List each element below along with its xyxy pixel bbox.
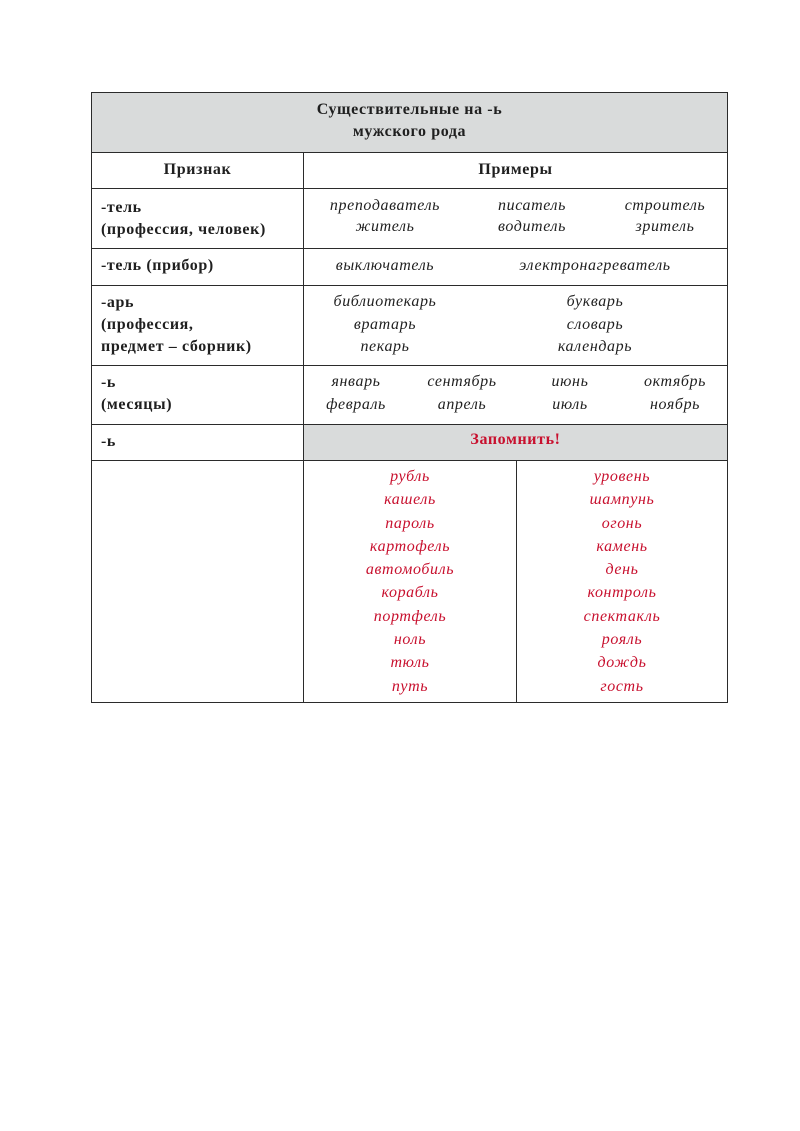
feature-label: -ь — [101, 374, 116, 391]
remember-words-left — [304, 461, 517, 702]
remember-words-right — [517, 461, 727, 702]
feature-label: -ь — [101, 433, 116, 450]
remember-label: Запомнить! — [470, 431, 561, 448]
list-item: тюль — [390, 654, 430, 672]
empty-feature-cell — [92, 461, 304, 702]
example-word: водитель — [498, 218, 566, 235]
example-word: июль — [552, 396, 588, 413]
column-header-feature-cell — [92, 153, 304, 188]
list-item: дождь — [597, 654, 647, 672]
list-item: портфель — [373, 607, 447, 625]
remember-words-row — [92, 461, 727, 702]
list-item: шампунь — [589, 491, 655, 509]
column-header-examples-cell — [304, 153, 727, 188]
table-row — [92, 189, 727, 249]
example-word: пекарь — [360, 338, 410, 355]
list-item: пароль — [385, 514, 435, 532]
list-item: уровень — [593, 468, 651, 485]
example-word: июнь — [551, 373, 589, 390]
feature-label: -тель — [101, 199, 142, 216]
column-header-feature: Признак — [163, 161, 232, 178]
list-item: контроль — [587, 584, 657, 602]
examples-cell — [304, 249, 727, 285]
example-word: апрель — [437, 396, 487, 413]
list-item: автомобиль — [365, 561, 455, 579]
example-word: электронагреватель — [519, 257, 671, 274]
feature-label: (месяцы) — [101, 396, 173, 413]
example-word: февраль — [326, 396, 386, 413]
feature-label: (профессия, — [101, 316, 194, 333]
feature-label: (профессия, человек) — [101, 221, 266, 238]
example-word: ноябрь — [649, 396, 701, 413]
example-word: октябрь — [644, 373, 706, 390]
list-item: гость — [600, 677, 644, 695]
examples-cell — [304, 286, 727, 365]
example-word: зритель — [635, 218, 695, 235]
example-word: писатель — [497, 197, 567, 214]
remember-label-cell — [304, 425, 727, 460]
list-item: день — [605, 561, 639, 579]
feature-label: предмет – сборник) — [101, 338, 252, 355]
list-item: огонь — [601, 514, 643, 532]
feature-label: -тель (прибор) — [101, 257, 214, 274]
list-item: ноль — [393, 631, 427, 649]
column-header-row — [92, 153, 727, 189]
table-row — [92, 249, 727, 286]
example-word: преподаватель — [329, 197, 441, 214]
list-item: рояль — [601, 631, 643, 649]
example-word: букварь — [566, 293, 624, 310]
table-row — [92, 366, 727, 425]
header-title-line2: мужского рода — [352, 123, 467, 140]
example-word: вратарь — [353, 316, 417, 333]
example-word: январь — [331, 373, 381, 390]
example-word: словарь — [566, 316, 624, 333]
list-item: камень — [596, 537, 648, 555]
feature-cell — [92, 425, 304, 460]
example-word: библиотекарь — [333, 293, 437, 310]
feature-label: -арь — [101, 294, 135, 311]
noun-table — [91, 92, 728, 703]
list-item: рубль — [390, 468, 430, 485]
example-word: житель — [355, 218, 415, 235]
remember-row — [92, 425, 727, 461]
remember-words-cell — [304, 461, 727, 702]
example-word: строитель — [624, 197, 706, 214]
example-word: сентябрь — [427, 373, 497, 390]
examples-cell — [304, 366, 727, 424]
list-item: картофель — [369, 537, 451, 555]
examples-cell — [304, 189, 727, 248]
feature-cell — [92, 286, 304, 365]
example-word: выключатель — [335, 257, 435, 274]
list-item: корабль — [381, 584, 439, 602]
feature-cell — [92, 249, 304, 285]
column-header-examples: Примеры — [478, 161, 553, 178]
table-row — [92, 286, 727, 366]
list-item: путь — [391, 677, 429, 695]
list-item: спектакль — [583, 607, 661, 625]
feature-cell — [92, 189, 304, 248]
example-word: календарь — [557, 338, 633, 355]
word-list-right — [517, 465, 727, 698]
word-list-left — [304, 465, 516, 698]
list-item: кашель — [384, 491, 436, 509]
table-header — [92, 93, 727, 153]
header-title-line1: Существительные на -ь — [316, 101, 503, 118]
feature-cell — [92, 366, 304, 424]
